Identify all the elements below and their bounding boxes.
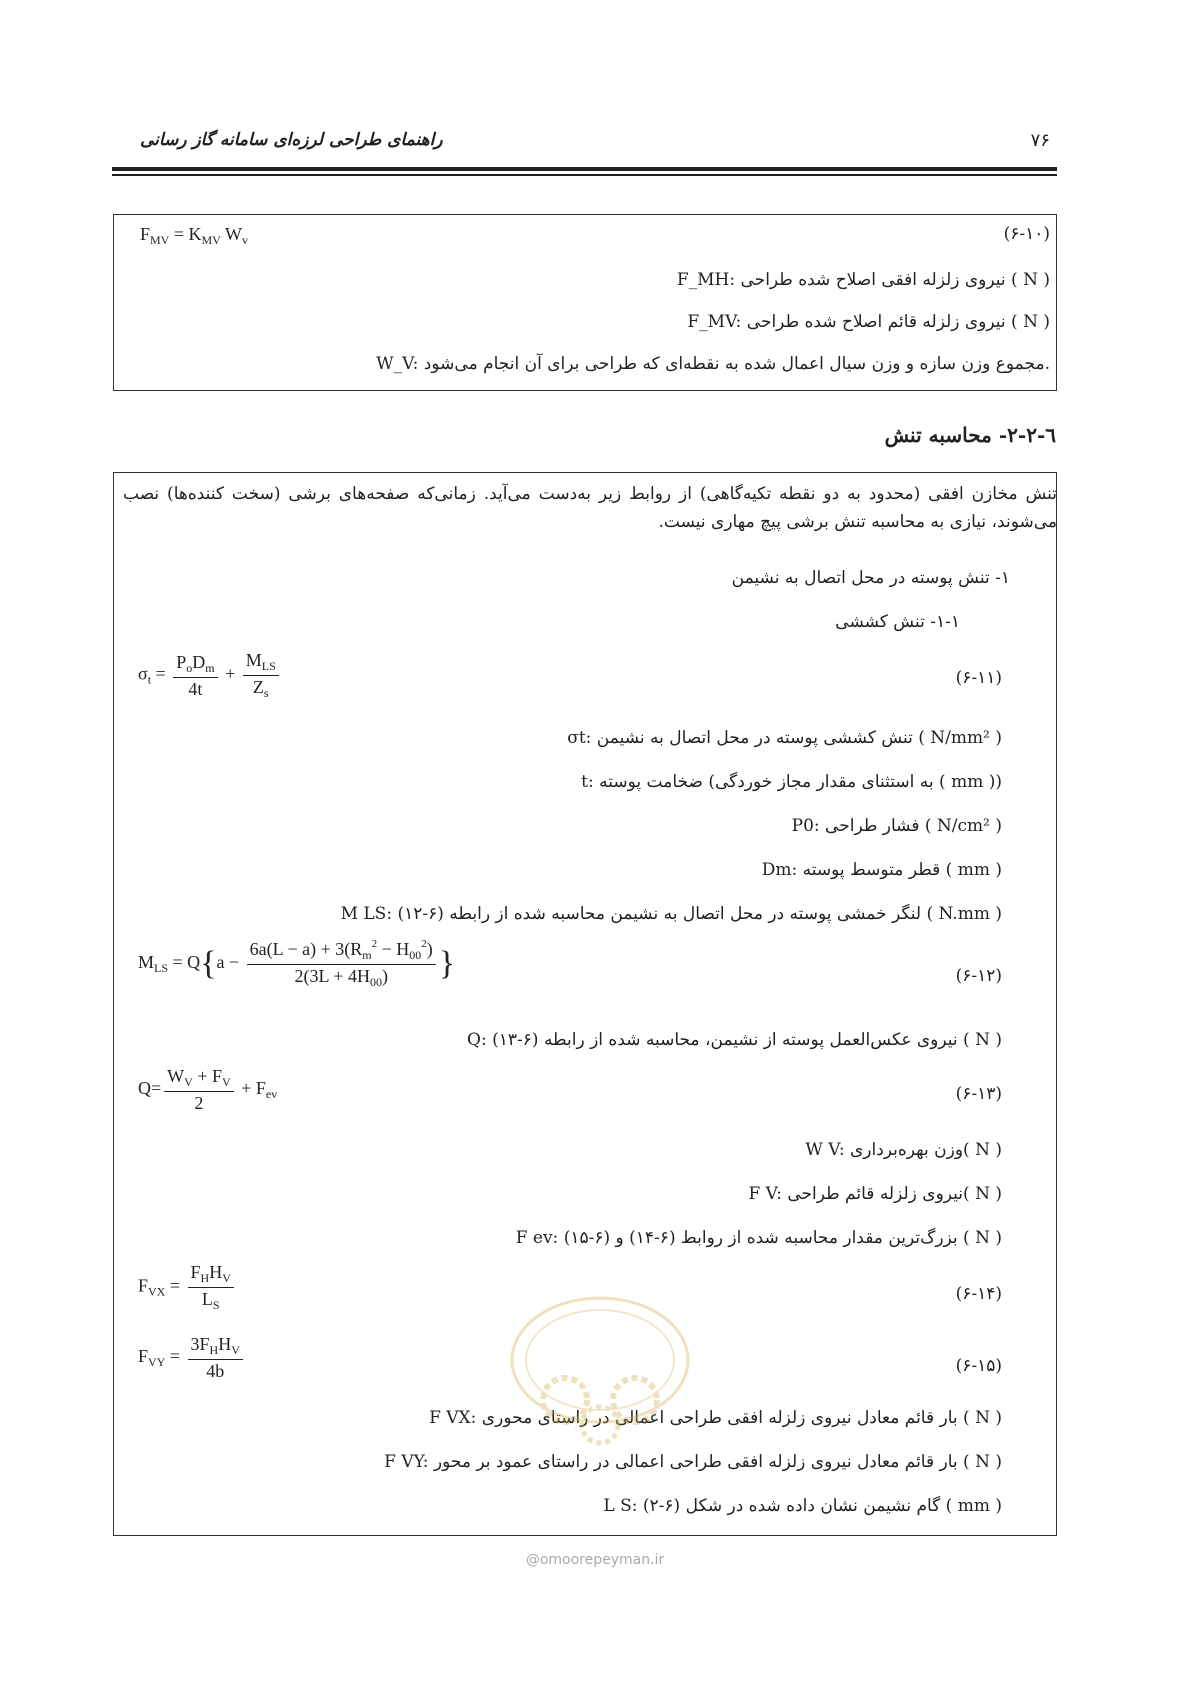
- definition-p0: P0: فشار طراحی ( N/cm² ): [791, 816, 1002, 836]
- running-header-title: راهنمای طراحی لرزه‌ای سامانه گاز رسانی: [140, 130, 443, 150]
- header-rule-thick: [112, 167, 1057, 171]
- definition-fvy: F VY: بار قائم معادل نیروی زلزله افقی طراحی اعمالی در راستای عمود بر محور ( N ): [384, 1452, 1002, 1472]
- definition-fvx: F VX: بار قائم معادل نیروی زلزله افقی طراحی اعمالی در راستای محوری ( N ): [429, 1408, 1002, 1428]
- definition-q: Q: نیروی عکس‌العمل پوسته از نشیمن، محاسبه شده از رابطه (۶-۱۳) ( N ): [467, 1030, 1002, 1050]
- definition-wv: W_V: مجموع وزن سازه و وزن سیال اعمال شده به نقطه‌ای که طراحی برای آن انجام می‌شود.: [376, 354, 1050, 374]
- intro-paragraph: تنش مخازن افقی (محدود به دو نقطه تکیه‌گاهی) از روابط زیر به‌دست می‌آید. زمانی‌که صفحه‌های برشی (سخت کننده‌ها) نصب می‌شوند، نیازی به محاسبه تنش برشی پیچ مهاری نیست.: [123, 484, 1057, 532]
- page-number: ۷۶: [1030, 130, 1050, 151]
- eq-number-6-14: (۶-۱۴): [955, 1284, 1002, 1304]
- eq-number-6-13: (۶-۱۳): [955, 1084, 1002, 1104]
- formula-fvx: $F_{VX}$ = $\frac{F_HH_V}{L_S}$: [138, 1262, 237, 1313]
- definition-fmv: F_MV: نیروی زلزله قائم اصلاح شده طراحی ( N ): [687, 312, 1050, 332]
- formula-fvy: $F_{VY}$ = $\frac{3F_HH_V}{4b}$: [138, 1334, 246, 1382]
- formula-sigma-t: $\sigma_t$ = $\frac{P_oD_m}{4t}$ + $\frac{M_{LS}}{Z_s}$: [138, 650, 282, 701]
- definition-mls: M LS: لنگر خمشی پوسته در محل اتصال به نشیمن محاسبه شده از رابطه (۶-۱۲) ( N.mm ): [340, 904, 1002, 924]
- footer-url: @omoorepeyman.ir: [525, 1552, 665, 1568]
- item-1-1: ۱-۱- تنش کششی: [835, 612, 960, 632]
- definition-fv: F V: نیروی زلزله قائم طراحی( N ): [748, 1184, 1002, 1204]
- eq-number-6-15: (۶-۱۵): [955, 1356, 1002, 1376]
- definition-dm: Dm: قطر متوسط پوسته ( mm ): [761, 860, 1002, 880]
- section-title: ٦-٢-٢- محاسبه تنش: [884, 423, 1056, 447]
- definition-ls: L S: گام نشیمن نشان داده شده در شکل (۶-۲) ( mm ): [603, 1496, 1002, 1516]
- formula-q: Q= $\frac{W_V + F_V}{2}$ + $F_{ev}$: [138, 1066, 278, 1113]
- definition-wv-op: W V: وزن بهره‌برداری( N ): [805, 1140, 1002, 1160]
- definition-fev: F ev: بزرگ‌ترین مقدار محاسبه شده از روابط (۶-۱۴) و (۶-۱۵) ( N ): [515, 1228, 1002, 1248]
- definition-sigma-t: σt: تنش کششی پوسته در محل اتصال به نشیمن ( N/mm² ): [567, 728, 1002, 748]
- eq-number-6-11: (۶-۱۱): [955, 668, 1002, 688]
- item-1: ۱- تنش پوسته در محل اتصال به نشیمن: [731, 568, 1010, 588]
- watermark-seal: [505, 1290, 695, 1460]
- header-rule-thin: [112, 174, 1057, 176]
- formula-fmv: $F_{MV} = K_{MV}$ $W_v$: [140, 224, 249, 247]
- formula-mls: $M_{LS} = Q\{a$ − $\frac{6a(L - a) + 3(R_m^2 - H_{00}^2)}{2(3L + 4H_{00})}$ }: [138, 938, 456, 989]
- eq-number-6-10: (۶-۱۰): [1003, 224, 1050, 244]
- definition-t: t: ضخامت پوسته (به استثنای مقدار مجاز خوردگی ( mm )): [581, 772, 1002, 792]
- eq-number-6-12: (۶-۱۲): [955, 966, 1002, 986]
- definition-fmh: F_MH: نیروی زلزله افقی اصلاح شده طراحی ( N ): [676, 270, 1050, 290]
